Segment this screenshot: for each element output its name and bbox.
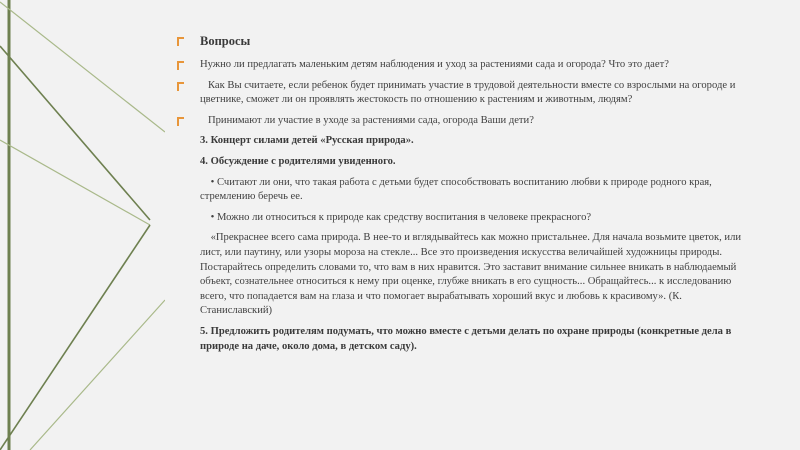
deco-line-4: [0, 225, 150, 450]
text-item: [177, 134, 755, 149]
bullet-marker-icon: [177, 37, 184, 46]
item-text: Вопросы: [200, 34, 251, 48]
decorative-lines: [0, 0, 165, 450]
item-text: • Можно ли относиться к природе как средству воспитания в человеке прекрасного?: [200, 211, 592, 223]
text-item: [177, 155, 755, 170]
deco-line-2: [0, 2, 165, 132]
slide-heading: [177, 33, 755, 49]
item-text: Нужно ли предлагать маленьким детям наблюдения и уход за растениями сада и огорода? Что это дает?: [200, 59, 669, 70]
item-text: «Прекраснее всего сама природа. В нее-то и вглядывайтесь как можно пристальнее. Для начала возьмите цветок, или лист, или паутину, или узоры мороза на стекле... Все это произведения искусства величайшей художницы природы. Постарайтесь определить словами то, что вам в них нравится. Это заставит внимание сильнее вникать в наблюдаемый объект, сознательнее относиться к нему при оценке, глубже вникать в его сущность... Обращайтесь... к исследованию всего, что попадается вам на глаза и что помогает вырабатывать хороший вкус и любовь к красивому». (К. Станиславский): [200, 232, 744, 317]
text-item: [177, 231, 755, 319]
deco-line-1: [0, 46, 150, 220]
text-item: [177, 325, 755, 354]
slide-content: [177, 33, 755, 360]
item-text: Как Вы считаете, если ребенок будет принимать участие в трудовой деятельности вместе со взрослыми на огороде и цветнике, сможет ли он проявлять жестокость по отношению к растениям и животным, людям?: [200, 79, 739, 106]
item-text: 3. Концерт силами детей «Русская природа».: [200, 135, 414, 147]
bullet-marker-icon: [177, 82, 184, 91]
bullet-marker-icon: [177, 117, 184, 126]
text-item: [177, 79, 755, 108]
item-text: Принимают ли участие в уходе за растениями сада, огорода Ваши дети?: [200, 114, 534, 126]
bullet-marker-icon: [177, 61, 184, 70]
text-item: [177, 114, 755, 129]
text-item: [177, 58, 755, 73]
deco-line-3: [0, 140, 150, 225]
text-item: [177, 176, 755, 205]
item-text: 4. Обсуждение с родителями увиденного.: [200, 155, 396, 167]
item-text: 5. Предложить родителям подумать, что можно вместе с детьми делать по охране природы (конкретные дела в природе на даче, около дома, в детском саду).: [200, 325, 734, 352]
text-item: [177, 211, 755, 226]
item-text: • Считают ли они, что такая работа с детьми будет способствовать воспитанию любви к природе родного края, стремлению беречь ее.: [200, 176, 715, 203]
